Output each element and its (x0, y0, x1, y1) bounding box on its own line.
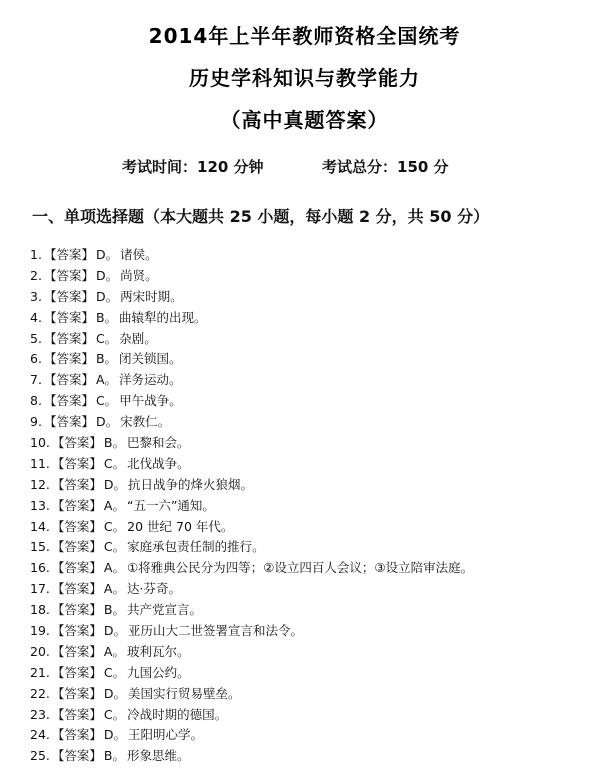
answer-number: 10. (30, 435, 50, 451)
answer-number: 6. (30, 351, 42, 367)
answer-option: B。 (95, 351, 118, 367)
answer-tag: 【答案】 (51, 560, 102, 576)
document-subtitle: （高中真题答案） (220, 108, 389, 132)
list-item (30, 684, 600, 705)
answer-tag: 【答案】 (43, 247, 94, 262)
answer-text: 共产党宣言。 (126, 602, 202, 618)
answer-number: 19. (30, 623, 50, 639)
exam-score: 考试总分：150 分 (322, 158, 449, 176)
answer-number: 22. (30, 685, 50, 701)
list-item (30, 537, 600, 558)
answer-option: A。 (103, 560, 125, 576)
list-item (30, 433, 600, 454)
answer-tag: 【答案】 (51, 706, 102, 722)
answer-option: D。 (95, 414, 119, 430)
answer-number: 20. (30, 643, 50, 659)
answer-text: 达·芬奇。 (126, 581, 181, 597)
list-item (30, 349, 600, 370)
answer-text: 九国公约。 (127, 664, 190, 680)
answer-option: D。 (103, 727, 127, 743)
answer-text: 宋教仁。 (120, 414, 171, 430)
answer-number: 1. (30, 247, 42, 262)
list-item (30, 642, 600, 663)
answer-number: 9. (30, 414, 42, 430)
answer-number: 24. (30, 727, 50, 743)
answer-option: D。 (95, 288, 119, 304)
answer-tag: 【答案】 (43, 351, 94, 367)
answer-number: 23. (30, 706, 50, 722)
answer-list (30, 245, 600, 767)
list-item (30, 266, 600, 287)
answer-text: 巴黎和会。 (126, 435, 190, 451)
list-item (30, 454, 600, 475)
answer-number: 15. (30, 539, 50, 555)
answer-number: 14. (30, 518, 50, 534)
answer-text: 玻利瓦尔。 (126, 643, 190, 659)
answer-number: 16. (30, 560, 50, 576)
exam-time: 考试时间：120 分钟 (122, 158, 264, 176)
answer-tag: 【答案】 (51, 581, 102, 597)
answer-text: 形象思维。 (126, 748, 190, 764)
answer-tag: 【答案】 (43, 393, 94, 409)
list-item (30, 412, 600, 433)
answer-option: A。 (103, 581, 125, 597)
answer-text: 冷战时期的德国。 (127, 706, 228, 722)
answer-text: 美国实行贸易壁垒。 (128, 685, 241, 701)
answer-text: 王阳明心学。 (128, 727, 204, 743)
answer-number: 5. (30, 330, 42, 346)
answer-number: 13. (30, 497, 50, 513)
list-item (30, 329, 600, 350)
answer-option: D。 (103, 623, 127, 639)
list-item (30, 287, 600, 308)
answer-text: 闭关锁国。 (119, 351, 182, 367)
document-title: 2014年上半年教师资格全国统考 (148, 24, 461, 48)
answer-option: D。 (103, 476, 127, 492)
list-item (30, 517, 600, 538)
answer-tag: 【答案】 (51, 476, 102, 492)
section-heading: 一、单项选择题（本大题共 25 小题，每小题 2 分，共 50 分） (32, 207, 490, 226)
answer-text: 20 世纪 70 年代。 (127, 518, 234, 534)
answer-tag: 【答案】 (51, 455, 102, 471)
answer-option: B。 (103, 435, 125, 451)
answer-number: 21. (30, 664, 50, 680)
answer-number: 25. (30, 748, 50, 764)
answer-tag: 【答案】 (51, 623, 102, 639)
answer-option: C。 (103, 455, 126, 471)
list-item (30, 245, 600, 266)
answer-number: 11. (30, 455, 50, 471)
answer-option: D。 (103, 685, 127, 701)
answer-text: 杂剧。 (119, 330, 157, 346)
answer-text: 抗日战争的烽火狼烟。 (128, 476, 254, 492)
answer-tag: 【答案】 (51, 727, 102, 743)
list-item (30, 370, 600, 391)
list-item (30, 746, 600, 767)
answer-tag: 【答案】 (43, 372, 94, 388)
answer-option: C。 (103, 539, 126, 555)
answer-tag: 【答案】 (43, 288, 94, 304)
answer-tag: 【答案】 (51, 643, 102, 659)
list-item (30, 475, 600, 496)
list-item (30, 496, 600, 517)
list-item (30, 600, 600, 621)
answer-option: B。 (103, 748, 125, 764)
answer-text: 亚历山大二世签署宣言和法令。 (128, 623, 304, 639)
answer-option: A。 (103, 497, 125, 513)
answer-option: C。 (95, 330, 118, 346)
list-item (30, 725, 600, 746)
answer-text: 曲辕犁的出现。 (119, 309, 207, 325)
answer-tag: 【答案】 (43, 330, 94, 346)
answer-text: 甲午战争。 (119, 393, 182, 409)
answer-number: 3. (30, 288, 42, 304)
answer-number: 8. (30, 393, 42, 409)
list-item (30, 558, 600, 579)
answer-text: ①将雅典公民分为四等；②设立四百人会议；③设立陪审法庭。 (126, 560, 474, 576)
answer-tag: 【答案】 (43, 414, 94, 430)
answer-text: 北伐战争。 (127, 455, 190, 471)
answer-option: C。 (103, 664, 126, 680)
list-item (30, 663, 600, 684)
answer-number: 7. (30, 372, 42, 388)
document-subject: 历史学科知识与教学能力 (189, 66, 420, 90)
answer-tag: 【答案】 (51, 539, 102, 555)
answer-text: “五一六”通知。 (126, 497, 215, 513)
answer-tag: 【答案】 (43, 309, 94, 325)
answer-text: 尚贤。 (120, 267, 158, 283)
answer-option: D。 (95, 247, 119, 262)
answer-tag: 【答案】 (43, 267, 94, 283)
answer-number: 2. (30, 267, 42, 283)
answer-text: 两宋时期。 (120, 288, 183, 304)
answer-text: 家庭承包责任制的推行。 (127, 539, 265, 555)
list-item (30, 621, 600, 642)
answer-option: A。 (95, 372, 118, 388)
list-item (30, 308, 600, 329)
answer-number: 12. (30, 476, 50, 492)
answer-tag: 【答案】 (51, 748, 102, 764)
answer-tag: 【答案】 (51, 664, 102, 680)
answer-number: 4. (30, 309, 42, 325)
answer-tag: 【答案】 (51, 435, 102, 451)
answer-option: C。 (103, 518, 126, 534)
answer-option: B。 (95, 309, 118, 325)
answer-number: 18. (30, 602, 50, 618)
list-item (30, 705, 600, 726)
answer-number: 17. (30, 581, 50, 597)
list-item (30, 391, 600, 412)
answer-tag: 【答案】 (51, 518, 102, 534)
answer-text: 洋务运动。 (119, 372, 182, 388)
answer-option: C。 (103, 706, 126, 722)
answer-text: 诸侯。 (120, 247, 158, 262)
answer-option: D。 (95, 267, 119, 283)
answer-option: B。 (103, 602, 125, 618)
answer-tag: 【答案】 (51, 685, 102, 701)
answer-option: A。 (103, 643, 125, 659)
answer-option: C。 (95, 393, 118, 409)
answer-tag: 【答案】 (51, 602, 102, 618)
answer-tag: 【答案】 (51, 497, 102, 513)
list-item (30, 579, 600, 600)
